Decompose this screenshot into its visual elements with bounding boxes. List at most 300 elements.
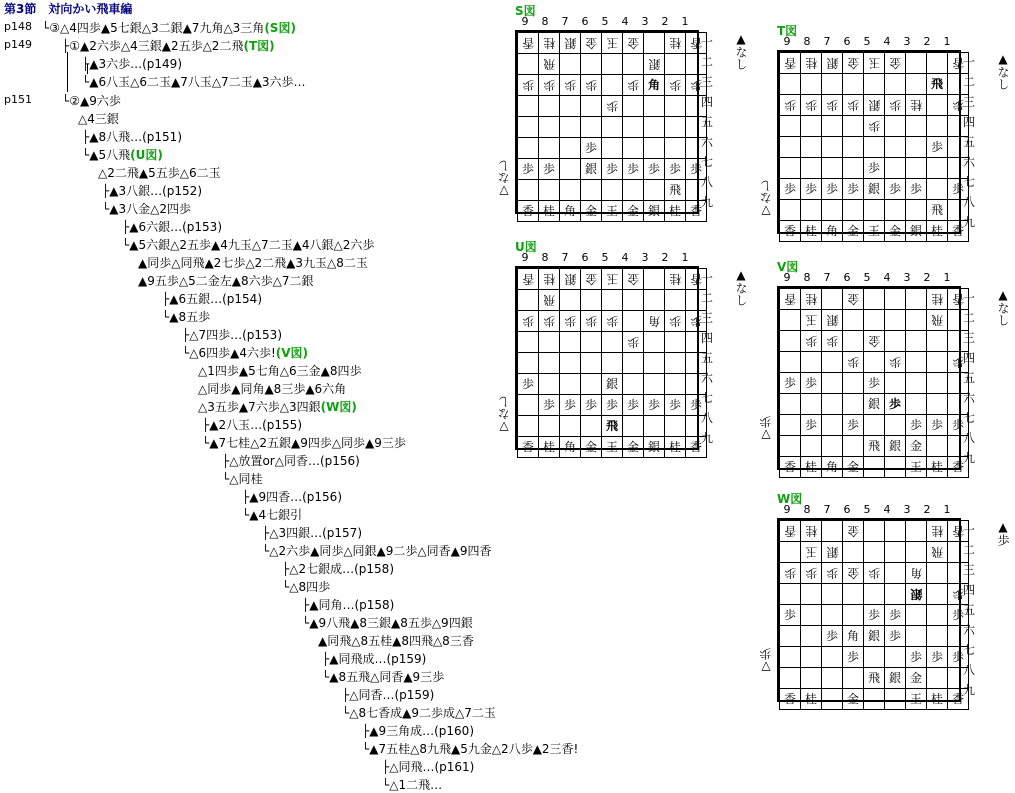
board-square: 香 [948,521,969,542]
tree-line [222,453,360,469]
tree-line [202,435,406,451]
board-square [560,374,581,395]
board-square: 香 [780,521,801,542]
tree-branch-marker: ├ [82,130,90,144]
row-label: 一 [963,55,976,69]
board-square: 玉 [602,437,623,458]
board-square: 桂 [927,689,948,710]
column-label: 2 [923,271,931,284]
board-square: 歩 [864,605,885,626]
tree-line [302,597,394,613]
shogi-board [777,286,965,474]
board-square [665,332,686,353]
board-square [780,542,801,563]
row-label: 二 [701,291,714,305]
gote-hand-text: ▽歩 [759,416,773,442]
board-square [623,54,644,75]
board-square: 歩 [602,395,623,416]
board-square [623,96,644,117]
tree-line [318,633,474,649]
tree-move-text: ▲5六銀△2五歩▲4九玉△7二玉▲4八銀△2六歩 [129,238,375,252]
board-square: 桂 [801,457,822,478]
column-label: 7 [823,35,831,48]
board-square: 香 [948,221,969,242]
page-reference: (p152) [162,184,202,198]
board-square [906,200,927,221]
sente-hand: ▲歩 [996,520,1010,546]
board-square: 歩 [822,95,843,116]
board-square [780,584,801,605]
tree-line [78,111,119,127]
board-square [927,116,948,137]
tree-branch-marker: ├ [262,526,270,540]
tree-line [362,723,474,739]
page-reference: (p156) [302,490,342,504]
board-square [864,647,885,668]
board-square: 桂 [665,437,686,458]
board-square: 歩 [581,395,602,416]
board-square [560,353,581,374]
board-square: 玉 [801,310,822,331]
tree-branch-marker: └③ [42,21,60,35]
board-square [581,416,602,437]
board-square: 桂 [539,201,560,222]
board-square: 香 [780,221,801,242]
board-square: 玉 [602,33,623,54]
board-square [822,158,843,179]
column-labels [515,15,697,28]
row-labels [701,32,713,212]
row-label: 五 [701,351,714,365]
board-square [906,310,927,331]
board-square: 歩 [801,373,822,394]
board-square: 香 [518,269,539,290]
board-square: 飛 [927,74,948,95]
board-square: 銀 [644,201,665,222]
board-square [581,117,602,138]
board-square: 歩 [581,138,602,159]
column-label: 8 [803,503,811,516]
board-square [864,542,885,563]
board-square [623,138,644,159]
page-reference: (p159) [386,652,427,666]
board-square [843,394,864,415]
tree-line [138,255,368,271]
page-reference: (p154) [222,292,262,306]
tree-move-text: ▲7五桂△8九飛▲5九金△2八歩▲2三香! [369,742,579,756]
board-square [801,647,822,668]
board-square [801,137,822,158]
row-label: 一 [701,271,714,285]
board-square: 銀 [906,584,927,605]
column-label: 4 [883,35,891,48]
board-square: 香 [518,201,539,222]
tree-move-text: △6四歩▲4六歩! [189,346,276,360]
tree-move-text: ▲6六銀… [129,220,183,234]
board-square: 金 [906,436,927,457]
board-square: 角 [560,437,581,458]
board-square [843,668,864,689]
tree-line [82,56,182,72]
board-square [885,289,906,310]
tree-branch-marker: ├ [222,454,230,468]
column-label: 3 [903,271,911,284]
board-title: S図 [515,4,536,18]
tree-branch-marker: ├ [302,598,310,612]
column-label: 8 [803,271,811,284]
board-square: 歩 [822,563,843,584]
board-square [560,159,581,180]
tree-move-text: ▲3八金△2四歩 [109,202,191,216]
column-label: 7 [823,271,831,284]
board-square [780,310,801,331]
tree-branch-marker: ├ [102,184,110,198]
page-title: 第3節 対向かい飛車編 [4,2,133,16]
board-square: 銀 [864,179,885,200]
board-square [927,563,948,584]
board-square: 飛 [602,416,623,437]
board-square [780,626,801,647]
tree-move-text: △同桂 [229,472,263,486]
tree-move-text: ▲3六歩… [89,57,143,71]
board-square [623,311,644,332]
gote-hand-text: ▽なし [497,396,511,434]
board-square: 桂 [906,95,927,116]
column-label: 4 [621,15,629,28]
column-label: 7 [823,503,831,516]
column-label: 7 [561,15,569,28]
column-label: 8 [803,35,811,48]
shogi-board [515,266,703,454]
board-square: 香 [780,689,801,710]
tree-move-text: △3五歩▲7六歩△3四銀 [198,400,321,414]
board-square: 歩 [780,605,801,626]
board-square: 銀 [822,53,843,74]
board-square [864,289,885,310]
row-label: 一 [963,291,976,305]
board-square [623,416,644,437]
board-square: 玉 [801,542,822,563]
board-square: 歩 [906,415,927,436]
row-label: 二 [701,55,714,69]
board-square [843,331,864,352]
tree-line [222,471,262,487]
tree-move-text: △2二飛▲5五歩△6二玉 [98,166,221,180]
tree-branch-marker: └ [202,436,210,450]
board-square: 歩 [560,395,581,416]
page-reference: (p158) [354,562,394,576]
board-square [581,374,602,395]
board-square [801,394,822,415]
row-label: 七 [701,391,714,405]
board-square: 金 [843,563,864,584]
board-square: 香 [780,457,801,478]
tree-line [62,93,121,109]
column-label: 7 [561,251,569,264]
tree-line [182,345,308,361]
board-square [602,138,623,159]
board-square [906,331,927,352]
board-square: 玉 [906,689,927,710]
board-square: 歩 [686,311,707,332]
page-reference: (p151) [142,130,182,144]
board-square: 歩 [927,647,948,668]
board-square: 金 [843,457,864,478]
board-square: 桂 [665,201,686,222]
board-square [927,584,948,605]
tree-move-text: ▲同角… [309,598,355,612]
board-square: 桂 [665,269,686,290]
board-square [780,352,801,373]
tree-move-text: △1二飛… [389,778,443,792]
row-label: 六 [963,391,976,405]
page-ref-label: p151 [4,93,32,106]
board-square [906,373,927,394]
board-square [885,116,906,137]
board-square: 香 [780,53,801,74]
board-square [927,373,948,394]
board-square: 歩 [843,95,864,116]
board-square [665,96,686,117]
board-square [864,200,885,221]
tree-move-text: △8七香成▲9二歩成△7二玉 [349,706,496,720]
tree-line [282,579,330,595]
tree-line [242,507,302,523]
board-square [822,394,843,415]
board-square [906,53,927,74]
board-square: 金 [623,437,644,458]
row-label: 三 [963,563,976,577]
column-labels [515,251,697,264]
board-square [801,436,822,457]
board-square [780,137,801,158]
board-square [801,626,822,647]
board-square [644,332,665,353]
board-square: 歩 [581,75,602,96]
board-square: 歩 [780,179,801,200]
board-square [518,290,539,311]
board-square: 歩 [822,626,843,647]
board-square: 金 [581,33,602,54]
board-square: 歩 [948,179,969,200]
tree-move-text: △4三銀 [78,112,119,126]
tree-branch-marker: ├ [342,688,350,702]
board-square [885,200,906,221]
board-square [822,352,843,373]
gote-hand [757,648,774,698]
board-square [644,353,665,374]
board-square [864,352,885,373]
board-square: 歩 [801,563,822,584]
board-square [843,373,864,394]
board-square [644,269,665,290]
board-square: 銀 [560,269,581,290]
board-square: 歩 [864,373,885,394]
board-square: 歩 [539,159,560,180]
board-square [780,436,801,457]
board-square [843,542,864,563]
board-square [623,374,644,395]
tree-line [182,327,282,343]
board-square: 歩 [686,159,707,180]
board-square: 歩 [602,159,623,180]
board-square [644,138,665,159]
board-square: 歩 [864,116,885,137]
page-ref-label: p148 [4,20,32,33]
column-label: 5 [601,15,609,28]
tree-move-text: ▲3八銀… [109,184,163,198]
gote-hand [757,416,774,466]
tree-branch-marker: └ [122,238,130,252]
board-square: 飛 [665,180,686,201]
board-square [665,117,686,138]
board-square [906,626,927,647]
board-square [539,138,560,159]
column-labels [777,503,959,516]
column-label: 9 [521,15,529,28]
board-square: 桂 [801,521,822,542]
board-square: 金 [581,269,602,290]
board-square [864,137,885,158]
board-square [560,332,581,353]
board-square: 桂 [927,289,948,310]
board-square: 金 [885,221,906,242]
board-square: 角 [843,626,864,647]
board-square [801,158,822,179]
board-square: 飛 [927,542,948,563]
board-square: 銀 [822,310,843,331]
row-label: 九 [963,451,976,465]
board-square: 角 [822,457,843,478]
tree-move-text: △同歩▲同角▲8三歩▲6六角 [198,382,347,396]
board-square [864,521,885,542]
board-square: 歩 [780,563,801,584]
gote-hand-text: ▽歩 [759,648,773,674]
board-square [822,647,843,668]
board-square [581,290,602,311]
board-square: 香 [518,33,539,54]
board-square [885,647,906,668]
row-labels [963,52,975,232]
board-square: 飛 [927,310,948,331]
board-square: 銀 [644,437,665,458]
board-square: 歩 [822,331,843,352]
page-reference: (p158) [354,598,395,612]
column-label: 3 [641,15,649,28]
board-square [602,353,623,374]
column-label: 3 [641,251,649,264]
board-square: 歩 [602,96,623,117]
row-label: 四 [701,95,714,109]
board-square: 歩 [948,95,969,116]
board-square: 歩 [885,352,906,373]
tree-move-text: ▲9五歩△5二金左▲8六歩△7二銀 [138,274,314,288]
board-square: 歩 [948,352,969,373]
board-square [539,96,560,117]
board-square: 香 [518,437,539,458]
sente-hand: ▲なし [996,52,1010,90]
tree-line [82,129,182,145]
board-square: 金 [623,33,644,54]
tree-line [302,615,473,631]
column-label: 2 [923,503,931,516]
board-square: 歩 [686,395,707,416]
board-square [885,457,906,478]
board-square: 歩 [665,159,686,180]
tree-line [98,165,221,181]
board-square [927,436,948,457]
board-square: 桂 [927,457,948,478]
board-square [927,95,948,116]
board-square: 銀 [602,374,623,395]
tree-line [282,561,394,577]
board-square: 歩 [560,311,581,332]
board-square [927,394,948,415]
row-label: 五 [701,115,714,129]
tree-move-text: ▲4七銀引 [249,508,303,522]
tree-move-text: ▲6八玉△6二玉▲7八玉△7二玉▲3六歩… [89,75,306,89]
diagram-reference: (V図) [275,346,309,360]
board-square: 銀 [864,394,885,415]
board-square [885,542,906,563]
board-square: 飛 [539,290,560,311]
column-label: 5 [863,35,871,48]
tree-line [362,741,578,757]
diagram-reference: (T図) [243,39,275,53]
board-square [780,331,801,352]
board-square: 歩 [623,395,644,416]
tree-move-text: △同香… [349,688,395,702]
board-square: 飛 [864,668,885,689]
board-square: 歩 [581,311,602,332]
board-square [885,689,906,710]
board-square: 桂 [539,33,560,54]
board-square [927,605,948,626]
board-square: 歩 [801,415,822,436]
board-square: 歩 [906,647,927,668]
board-square: 飛 [927,200,948,221]
board-square [644,180,665,201]
board-square: 歩 [518,374,539,395]
tree-move-text: △同飛… [389,760,435,774]
board-square [822,584,843,605]
tree-move-text: ▲9三角成… [369,724,435,738]
gote-hand-text: ▽なし [759,180,773,218]
board-square [906,352,927,373]
board-square: 銀 [885,668,906,689]
board-square: 銀 [864,95,885,116]
row-label: 七 [963,411,976,425]
board-square: 歩 [843,647,864,668]
column-labels [777,271,959,284]
board-square: 歩 [801,331,822,352]
tree-line [82,147,163,163]
board-square: 香 [780,289,801,310]
board-square: 飛 [539,54,560,75]
board-square [885,415,906,436]
board-square [927,668,948,689]
diagram-reference: (U図) [130,148,163,162]
board-square [843,158,864,179]
page-ref-label: p149 [4,38,32,51]
board-square: 歩 [623,332,644,353]
board-square: 金 [581,201,602,222]
tree-line [122,237,374,253]
page-reference: (p153) [242,328,282,342]
board-square: 桂 [801,53,822,74]
row-label: 七 [963,175,976,189]
board-square: 香 [948,457,969,478]
